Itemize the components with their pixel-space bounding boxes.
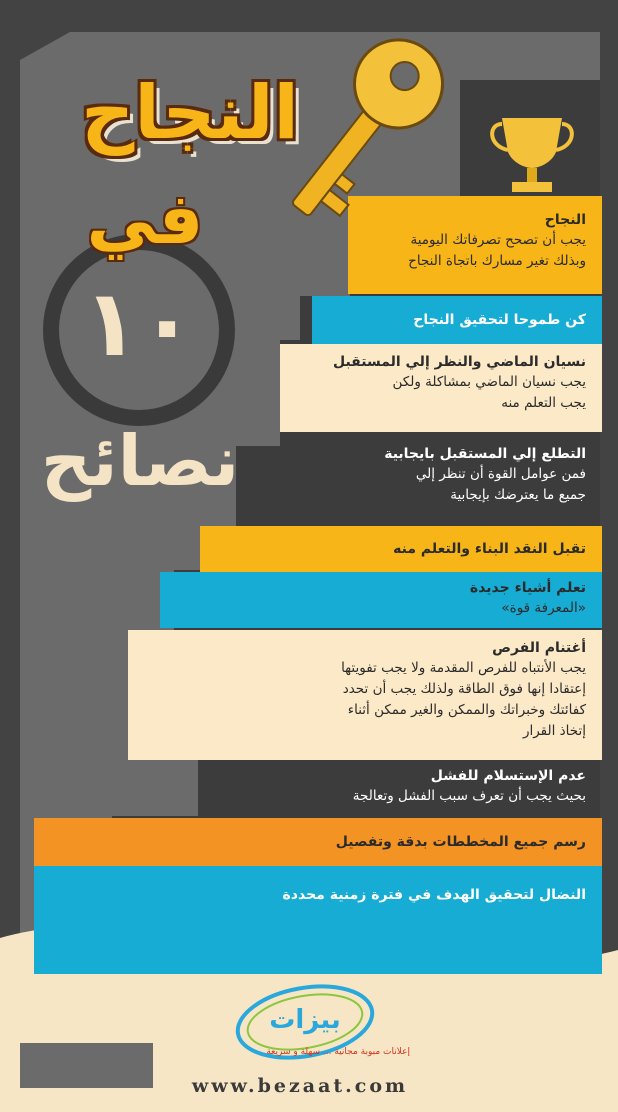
step-text: إعتقادا إنها فوق الطاقة ولذلك يجب أن تحدد: [342, 681, 586, 697]
step-text: إتخاذ القرار: [522, 723, 586, 739]
footer-website-link[interactable]: www.bezaat.com: [191, 1075, 409, 1097]
step-heading: عدم الإستسلام للفشل: [430, 768, 586, 784]
title-success: النجاح: [81, 70, 299, 156]
step-text: يجب الأنتباه للفرص المقدمة ولا يجب تفويتها: [341, 660, 586, 676]
step-text: وبذلك تغير مسارك باتجاة النجاح: [408, 253, 586, 269]
step-heading: تعلم أشياء جديدة: [469, 580, 586, 596]
step-heading: النجاح: [544, 212, 586, 228]
step-heading: رسم جميع المخططات بدقة وتفصيل: [335, 834, 586, 850]
step-text: يجب التعلم منه: [501, 395, 586, 411]
step-heading: كن طموحا لتحقيق النجاح: [413, 312, 586, 328]
step-heading: التطلع إلي المستقبل بايجابية: [384, 446, 586, 462]
step-heading: نسيان الماضي والنظر إلي المستقبل: [332, 354, 586, 370]
step-heading: أغتنام الفرص: [492, 640, 586, 656]
footer-tagline: إعلانات مبوبة مجانية ... سهلة و سريعة: [266, 1047, 410, 1057]
title-in: في: [86, 178, 204, 260]
step-text: كفائتك وخبراتك والممكن والغير ممكن أثناء: [347, 702, 586, 718]
step-text: فمن عوامل القوة أن تنظر إلي: [415, 466, 586, 482]
step-heading: تقبل النقد البناء والتعلم منه: [393, 541, 586, 557]
step-text: جميع ما يعترضك بإيجابية: [450, 487, 586, 503]
placeholder-box: [20, 1043, 153, 1088]
step-text: يجب أن تصحح تصرفاتك اليومية: [410, 232, 586, 248]
step-text: «المعرفة قوة»: [501, 600, 586, 616]
step-text: يجب نسيان الماضي بمشاكلة ولكن: [392, 374, 586, 390]
title-number: ١٠: [82, 269, 196, 377]
step-heading: النضال لتحقيق الهدف في فترة زمنية محددة: [282, 887, 586, 903]
brand-name: بيزات: [269, 1005, 341, 1035]
title-tips: نصائح: [40, 420, 240, 502]
step-text: بحيث يجب أن تعرف سبب الفشل وتعالجة: [352, 788, 586, 804]
